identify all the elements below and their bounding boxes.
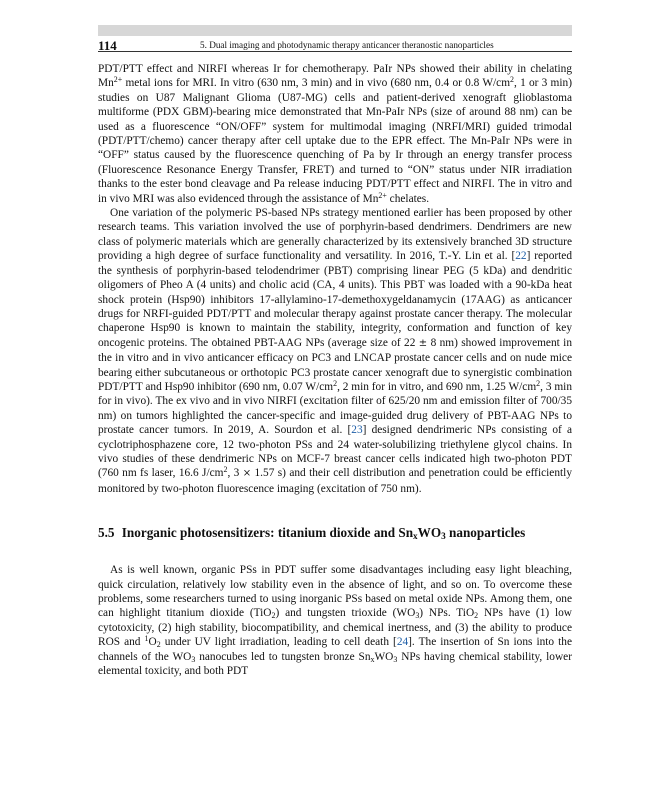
header-bar: [98, 25, 572, 36]
section-number: 5.5: [98, 525, 115, 541]
running-head: 5. Dual imaging and photodynamic therapy anticancer theranostic nanoparticles: [200, 40, 494, 50]
section-heading: 5.5 Inorganic photosensitizers: titanium dioxide and $Sn_xWO_3$ nanoparticles: [98, 525, 526, 542]
page-number: 114: [98, 38, 117, 53]
paragraph-2: One variation of the polymeric PS-based NPs strategy mentioned earlier has been proposed by other research teams. This variation involved the use of porphyrin-based dendrimers. Dendrimers are new class of polymeric materials which are generally characterized by its extensively branched 3D structure providing a high degree of surface functionality and versatility. In 2016, T.-Y. Lin et al. [22] reported the synthesis of porphyrin-based telodendrimer (PBT) comprising linear PEG (5 kDa) and dendritic oligomers of Pheo A (4 units) and cholic acid (CA, 4 units). This PBT was loaded with a 90-kDa heat shock protein (Hsp90) inhibitors 17-allylamino-17-demethoxygeldanamycin (17AAG) as anticancer drugs for NRFI-guided PDT/PTT and molecular therapy against prostate cancer therapy. The molecular chaperone Hsp90 is known to maintain the stability, integrity, conformation and function of key oncogenic proteins. The obtained PBT-AAG NPs (average size of 22 ± 8 nm) showed improvement in the in vitro and in vivo anticancer efficacy on PC3 and LNCAP prostate cancer cells and on nude mice bearing either subcutaneous or orthotopic PC3 prostate cancer xenograft due to synergistic combination PDT/PTT and Hsp90 inhibitor (690 nm, 0.07 $W/cm^2$, 2 min for in vitro, and 690 nm, 1.25 $W/cm^2$, 3 min for in vivo). The ex vivo and in vivo NIRFI (excitation filter of 625/20 nm and emission filter of 700/35 nm) on tumors highlighted the cancer-specific and image-guided drug delivery of PBT-AAG NPs to prostate cancer tumors. In 2019, A. Sourdon et al. [23] designed dendrimeric NPs consisting of a cyclotriphosphazene core, 12 two-photon PSs and 24 water-solubilizing triethylene glycol chains. In vivo studies of these dendrimeric NPs on MCF-7 breast cancer cells indicated high two-photon PDT (760 nm fs laser, 16.6 $J/cm^2$, 3 × 1.57 s) and their cell distribution and penetration could be efficiently monitored by two-photon fluorescence imaging (excitation of 750 nm).: [98, 207, 573, 495]
citation-link[interactable]: 22: [515, 250, 527, 263]
paragraph-1: PDT/PTT effect and NIRFI whereas Ir for chemotherapy. PaIr NPs showed their ability in chelating $Mn^{2+}$ metal ions for MRI. In vitro (630 nm, 3 min) and in vivo (680 nm, 0.4 or 0.8 $W/cm^2$, 1 or 3 min) studies on U87 Malignant Glioma (U87-MG) cells and patient-derived xenograft glioblastoma multiforme (PDX GBM)-bearing mice demonstrated that Mn-PaIr NPs (size of around 88 nm) can be used as a fluorescence “ON/OFF” system for multimodal imaging (NRFI/MRI) guided trimodal (PDT/PTT/chemo) cancer therapy after cell uptake due to the EPR effect. The Mn-PaIr NPs were in “OFF” status caused by the fluorescence quenching of Pa by Ir through an energy transfer process (Fluorescence Resonance Energy Transfer, FRET) and turned to “ON” status under NIR irradiation thanks to the ester bond cleavage and Pa release inducing PDT/PTT effect and NIRFI. The in vitro and in vivo MRI was also evidenced through the assistance of $Mn^{2+}$ chelates.: [98, 63, 572, 205]
paragraph-3: As is well known, organic PSs in PDT suffer some disadvantages including easy light bleaching, quick circulation, relatively low stability even in the absence of light, and so on. To overcome these problems, some researchers turned to using inorganic PSs based on metal oxide NPs. Among them, one can highlight titanium dioxide (TiO$_2$) and tungsten trioxide $(WO_3)$ NPs. TiO$_2$ NPs have (1) low cytotoxicity, (2) high stability, biocompatibility, and chemical inertness, and (3) the ability to produce ROS and $^1O_2$ under UV light irradiation, leading to cell death [24]. The insertion of Sn ions into the channels of the $WO_3$ nanocubes led to tungsten bronze $Sn_xWO_3$ NPs having chemical stability, lower elemental toxicity, and both PDT: [98, 564, 572, 678]
body-text: [98, 62, 572, 678]
citation-link[interactable]: 24: [396, 636, 409, 649]
citation-link[interactable]: 23: [351, 424, 363, 437]
page-header: [98, 37, 572, 52]
